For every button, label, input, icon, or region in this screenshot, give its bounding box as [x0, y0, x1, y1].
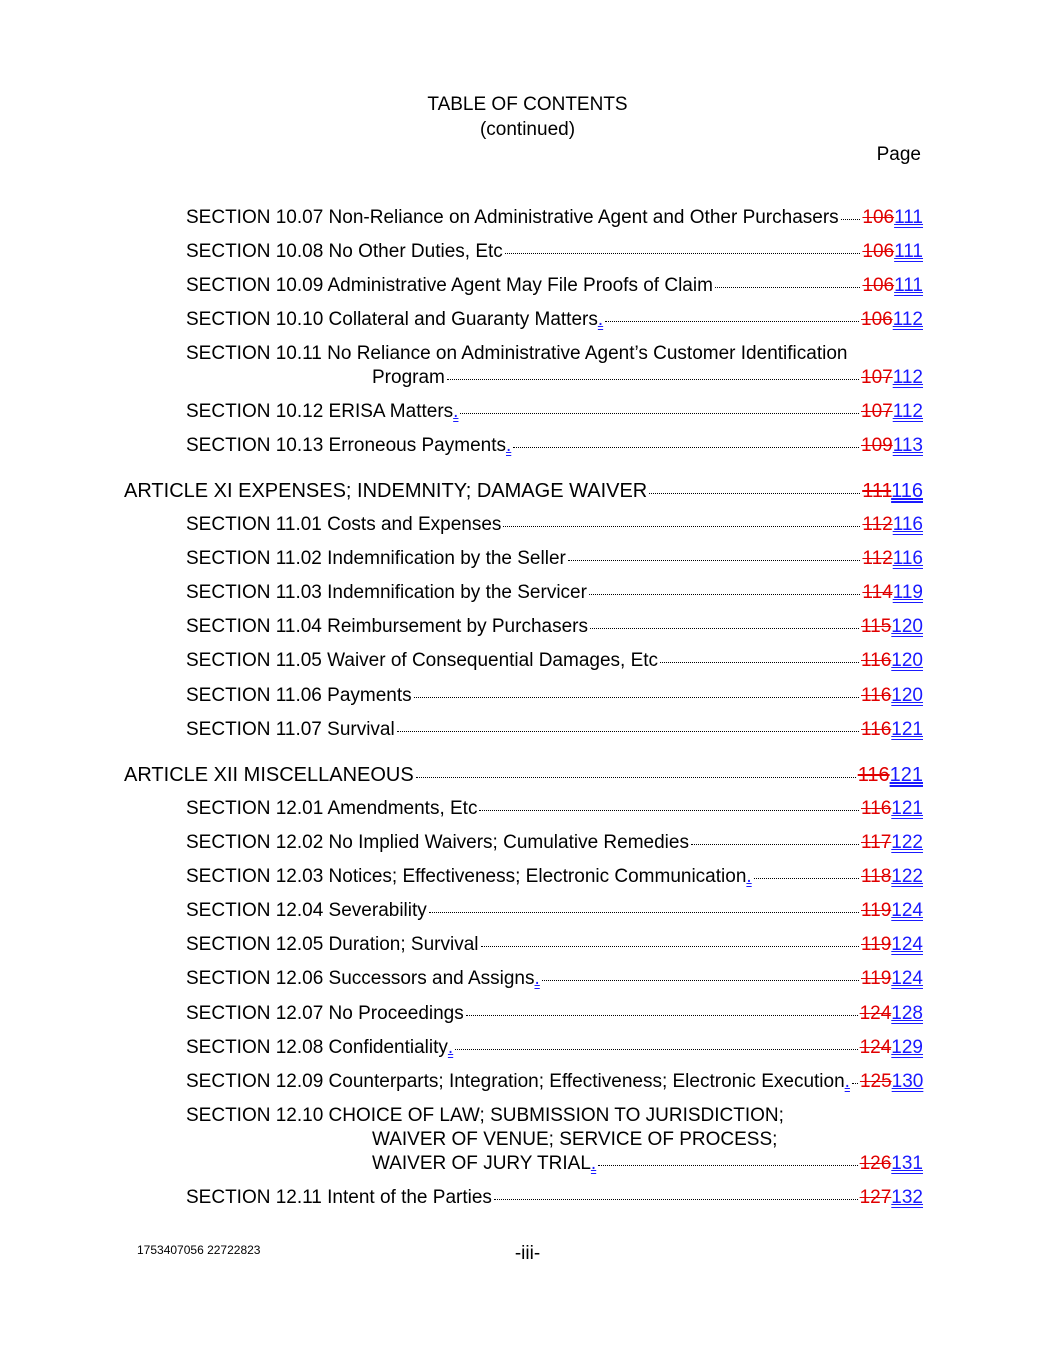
- new-page-number[interactable]: 112: [892, 367, 923, 388]
- old-page-number: 107: [861, 367, 893, 388]
- entry-title: SECTION 12.11 Intent of the Parties: [186, 1187, 492, 1208]
- dot-leader: [841, 219, 861, 220]
- old-page-number: 112: [862, 514, 893, 535]
- dot-leader: [414, 697, 859, 698]
- toc-entry[interactable]: [186, 615, 923, 639]
- entry-title: SECTION 11.01 Costs and Expenses: [186, 514, 502, 535]
- old-page-number: 115: [861, 616, 892, 637]
- new-page-number[interactable]: 119: [892, 582, 923, 603]
- toc-entry[interactable]: [372, 366, 923, 390]
- entry-title: SECTION 12.08 Confidentiality: [186, 1037, 448, 1058]
- new-page-number[interactable]: 121: [891, 719, 923, 740]
- dot-leader: [590, 628, 859, 629]
- entry-title: SECTION 12.02 No Implied Waivers; Cumulative Remedies: [186, 832, 689, 853]
- entry-title-continued: Program: [372, 367, 445, 388]
- toc-article-entry[interactable]: [124, 479, 923, 503]
- toc-entry[interactable]: SECTION 12.09 Counterparts; Integration; Effectiveness; Electronic Execution . 125130: [186, 1071, 924, 1092]
- old-page-number: 116: [861, 650, 892, 671]
- toc-entry[interactable]: [186, 649, 923, 673]
- toc-entry[interactable]: [186, 240, 923, 264]
- new-page-number[interactable]: 120: [891, 616, 923, 637]
- old-page-number: 116: [861, 798, 892, 819]
- new-page-number[interactable]: 128: [891, 1003, 923, 1024]
- dot-leader: [754, 878, 859, 879]
- old-page-number: 126: [859, 1153, 892, 1174]
- dot-leader: [416, 777, 856, 778]
- old-page-number: 111: [862, 480, 892, 502]
- old-page-number: 106: [862, 207, 895, 228]
- dot-leader: [852, 1083, 858, 1084]
- old-page-number: 106: [862, 275, 895, 296]
- article-title: ARTICLE XI EXPENSES; INDEMNITY; DAMAGE WAIVER: [124, 480, 648, 502]
- old-page-number: 118: [861, 866, 892, 887]
- new-page-number[interactable]: 116: [892, 514, 923, 535]
- entry-title-continued: WAIVER OF JURY TRIAL: [372, 1153, 591, 1174]
- new-page-number[interactable]: 132: [891, 1187, 923, 1208]
- entry-title: SECTION 11.02 Indemnification by the Seller: [186, 548, 566, 569]
- dot-leader: [660, 662, 859, 663]
- toc-entry[interactable]: [186, 274, 923, 298]
- toc-title: TABLE OF CONTENTS: [427, 94, 628, 115]
- entry-title: SECTION 12.06 Successors and Assigns: [186, 968, 535, 989]
- new-page-number[interactable]: 120: [891, 685, 923, 706]
- dot-leader: [605, 321, 859, 322]
- old-page-number: 125: [859, 1071, 892, 1092]
- old-page-number: 124: [859, 1003, 892, 1024]
- toc-entry[interactable]: [186, 513, 923, 537]
- new-page-number[interactable]: 111: [894, 275, 923, 296]
- entry-title: SECTION 10.07 Non-Reliance on Administrative Agent and Other Purchasers: [186, 207, 839, 228]
- entry-title: SECTION 10.13 Erroneous Payments: [186, 435, 506, 456]
- old-page-number: 119: [861, 900, 892, 921]
- entry-title: SECTION 11.03 Indemnification by the Servicer: [186, 582, 587, 603]
- new-page-number[interactable]: 122: [891, 832, 923, 853]
- new-page-number[interactable]: 113: [892, 435, 923, 456]
- entry-title-continued: WAIVER OF VENUE; SERVICE OF PROCESS;: [372, 1129, 778, 1150]
- toc-entry[interactable]: [186, 718, 923, 742]
- old-page-number: 109: [861, 435, 893, 456]
- page-column-label: Page: [876, 144, 921, 165]
- dot-leader: [503, 526, 860, 527]
- new-page-number[interactable]: 124: [891, 934, 923, 955]
- dot-leader: [479, 810, 859, 811]
- toc-entry[interactable]: SECTION 12.06 Successors and Assigns . 119124: [186, 968, 923, 989]
- dot-leader: [505, 253, 861, 254]
- toc-entry[interactable]: SECTION 10.10 Collateral and Guaranty Matters . 106112: [186, 309, 923, 330]
- entry-title: SECTION 12.01 Amendments, Etc: [186, 798, 478, 819]
- old-page-number: 106: [861, 309, 893, 330]
- dot-leader: [447, 379, 859, 380]
- dot-leader: [542, 980, 859, 981]
- new-page-number[interactable]: 116: [892, 548, 923, 569]
- entry-title: SECTION 12.05 Duration; Survival: [186, 934, 479, 955]
- entry-title: SECTION 11.04 Reimbursement by Purchasers: [186, 616, 588, 637]
- toc-article-entry[interactable]: [124, 763, 923, 787]
- toc-entry[interactable]: [186, 933, 923, 957]
- old-page-number: 127: [859, 1187, 892, 1208]
- dot-leader: [691, 844, 859, 845]
- new-page-number[interactable]: 111: [894, 207, 923, 228]
- new-page-number[interactable]: 131: [891, 1153, 923, 1174]
- toc-entry[interactable]: SECTION 12.08 Confidentiality . 124129: [186, 1037, 923, 1058]
- new-page-number[interactable]: 112: [892, 401, 923, 422]
- old-page-number: 116: [861, 719, 892, 740]
- dot-leader: [494, 1199, 858, 1200]
- dot-leader: [598, 1165, 857, 1166]
- old-page-number: 119: [861, 934, 892, 955]
- toc-entry[interactable]: [186, 581, 923, 605]
- entry-title[interactable]: SECTION 12.10 CHOICE OF LAW; SUBMISSION TO JURISDICTION;: [186, 1105, 784, 1126]
- entry-title: SECTION 11.05 Waiver of Consequential Damages, Etc: [186, 650, 659, 671]
- toc-entry[interactable]: [186, 1002, 923, 1026]
- toc-entry[interactable]: [186, 899, 923, 923]
- entry-title[interactable]: SECTION 10.11 No Reliance on Administrative Agent’s Customer Identification: [186, 343, 848, 364]
- article-title: ARTICLE XII MISCELLANEOUS: [124, 764, 414, 786]
- toc-entry[interactable]: [186, 206, 923, 230]
- new-page-number[interactable]: 121: [889, 764, 923, 786]
- toc-entry[interactable]: SECTION 10.12 ERISA Matters . 107112: [186, 401, 923, 422]
- old-page-number: 119: [861, 968, 892, 989]
- old-page-number: 117: [861, 832, 892, 853]
- toc-entry[interactable]: [186, 684, 923, 708]
- dot-leader: [429, 912, 859, 913]
- new-page-number[interactable]: 111: [894, 241, 923, 262]
- toc-entry[interactable]: [186, 547, 923, 571]
- entry-title: SECTION 11.07 Survival: [186, 719, 395, 740]
- toc-entry[interactable]: [186, 1186, 923, 1210]
- dot-leader: [715, 287, 860, 288]
- dot-leader: [513, 447, 859, 448]
- dot-leader: [466, 1015, 858, 1016]
- document-id: 1753407056 22722823: [137, 1243, 261, 1257]
- old-page-number: 106: [862, 241, 895, 262]
- toc-entry[interactable]: SECTION 10.13 Erroneous Payments . 109113: [186, 435, 923, 456]
- dot-leader: [589, 594, 860, 595]
- toc-entry[interactable]: WAIVER OF JURY TRIAL . 126131: [372, 1153, 923, 1174]
- old-page-number: 116: [861, 685, 892, 706]
- dot-leader: [649, 493, 860, 494]
- dot-leader: [481, 946, 859, 947]
- entry-title: SECTION 11.06 Payments: [186, 685, 412, 706]
- toc-entry[interactable]: SECTION 12.03 Notices; Effectiveness; Electronic Communication . 118122: [186, 866, 923, 887]
- new-page-number[interactable]: 116: [891, 480, 923, 502]
- old-page-number: 112: [862, 548, 893, 569]
- entry-title: SECTION 10.08 No Other Duties, Etc: [186, 241, 503, 262]
- toc-entry[interactable]: [186, 797, 923, 821]
- entry-title: SECTION 12.07 No Proceedings: [186, 1003, 464, 1024]
- page-number: -iii-: [514, 1243, 541, 1264]
- old-page-number: 114: [862, 582, 893, 603]
- toc-subtitle: (continued): [479, 119, 576, 140]
- new-page-number[interactable]: 124: [891, 900, 923, 921]
- entry-title: SECTION 12.04 Severability: [186, 900, 427, 921]
- new-page-number[interactable]: 130: [891, 1071, 924, 1092]
- dot-leader: [568, 560, 861, 561]
- new-page-number[interactable]: 122: [891, 866, 923, 887]
- dot-leader: [397, 731, 859, 732]
- old-page-number: 116: [857, 764, 890, 786]
- dot-leader: [460, 413, 859, 414]
- entry-title: SECTION 12.03 Notices; Effectiveness; Electronic Communication: [186, 866, 747, 887]
- new-page-number[interactable]: 129: [891, 1037, 923, 1058]
- new-page-number[interactable]: 120: [891, 650, 923, 671]
- entry-title: SECTION 10.10 Collateral and Guaranty Matters: [186, 309, 598, 330]
- new-page-number[interactable]: 121: [891, 798, 923, 819]
- old-page-number: 107: [861, 401, 893, 422]
- old-page-number: 124: [859, 1037, 892, 1058]
- entry-title: SECTION 10.09 Administrative Agent May File Proofs of Claim: [186, 275, 713, 296]
- entry-title: SECTION 10.12 ERISA Matters: [186, 401, 454, 422]
- entry-title: SECTION 12.09 Counterparts; Integration; Effectiveness; Electronic Execution: [186, 1071, 845, 1092]
- toc-entry[interactable]: [186, 831, 923, 855]
- new-page-number[interactable]: 112: [892, 309, 923, 330]
- dot-leader: [455, 1049, 857, 1050]
- new-page-number[interactable]: 124: [891, 968, 923, 989]
